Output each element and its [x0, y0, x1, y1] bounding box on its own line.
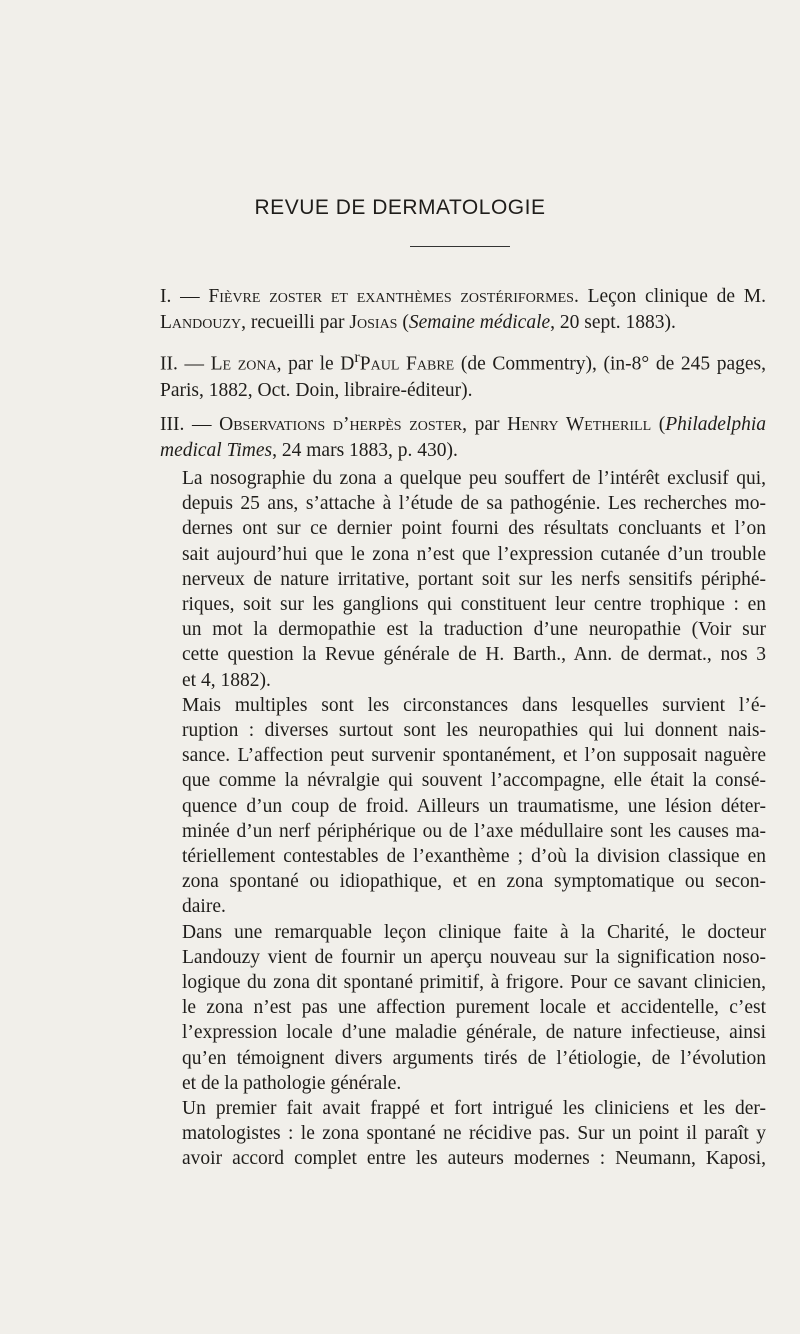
text-line: La nosographie du zona a quelque peu souffert de l’intérêt exclusif qui, [182, 468, 766, 489]
text-line: sance. L’affection peut survenir spontanément, et l’on supposait naguère [182, 745, 766, 767]
reference-text: , 24 mars 1883, p. 430). [272, 439, 458, 461]
text-line: Un premier fait avait frappé et fort intrigué les cliniciens et les der- [182, 1098, 766, 1120]
text-line: minée d’un nerf périphérique ou de l’axe médullaire sont les causes ma- [182, 820, 766, 842]
reference-number: III. — [160, 413, 220, 435]
reference-text: . Leçon clinique de M. [573, 286, 766, 307]
reference-text: , 20 sept. 1883). [550, 312, 676, 333]
reference-number: I. — [160, 286, 209, 307]
reference-heading: Le zona [210, 353, 277, 375]
text-line: daire. [182, 896, 226, 918]
text-line: Dans une remarquable leçon clinique faite à la Charité, le docteur [182, 921, 766, 943]
page-title: REVUE DE DERMATOLOGIE [254, 196, 546, 219]
reference-heading: Observations d’herpès zoster [219, 413, 463, 435]
text-line: zona spontané ou idiopathique, et en zona symptomatique ou secon- [182, 871, 766, 893]
reference-item: I. — Fièvre zoster et exanthèmes zostériformes. Leçon clinique de M. Landouzy, recueilli par Josias (Semaine médicale, 20 sept. 1883). [160, 286, 766, 333]
reference-author: Henry Wetherill [507, 413, 652, 435]
text-line: un mot la dermopathie est la traduction d’une neuropathie (Voir sur [182, 619, 766, 641]
text-line: que comme la névralgie qui souvent l’accompagne, elle était la consé- [182, 770, 766, 792]
text-line: le zona n’est pas une affection purement locale et accidentelle, c’est [182, 997, 766, 1019]
reference-item [160, 344, 766, 404]
text-line: dernes ont sur ce dernier point fourni des résultats concluants et l’on [182, 518, 766, 540]
reference-text: (de Commentry), (in-8° de 245 pages, Paris, 1882, Oct. Doin, libraire-éditeur). [160, 353, 766, 401]
text-line: Landouzy vient de fournir un aperçu nouveau sur la signification noso- [182, 946, 766, 968]
text-line: depuis 25 ans, s’attache à l’étude de sa pathogénie. Les recherches mo- [182, 493, 766, 515]
reference-superscript: r [354, 348, 360, 366]
reference-item: III. — Observations d’herpès zoster, par Henry Wetherill (Philadelphia medical Times, 24 mars 1883, p. 430). [160, 413, 767, 461]
reference-text: , par le D [276, 353, 355, 375]
text-line: sait aujourd’hui que le zona n’est que l’expression cutanée d’un trouble [182, 543, 766, 565]
text-line: riques, soit sur les ganglions qui constituent leur centre trophique : en [182, 594, 766, 616]
reference-list [160, 284, 766, 472]
text-line: nerveux de nature irritative, portant soit sur les nerfs sensitifs périphé- [182, 568, 766, 590]
text-line: et de la pathologie générale. [182, 1072, 402, 1094]
reference-author: Landouzy [160, 312, 242, 333]
reference-author: Josias [349, 312, 398, 333]
reference-text: , par [462, 413, 508, 435]
reference-author: Paul Fabre [359, 353, 455, 375]
reference-heading: Fièvre zoster et exanthèmes zostériformes [208, 286, 574, 307]
text-line: ruption : diverses surtout sont les neuropathies qui lui donnent nais- [182, 720, 766, 742]
text-line: logique du zona dit spontané primitif, à frigore. Pour ce savant clinicien, [182, 972, 766, 994]
paragraph [160, 693, 766, 920]
text-line: et 4, 1882). [182, 669, 271, 691]
text-line: tériellement contestables de l’exanthème ; d’où la division classique en [182, 846, 766, 868]
paragraph [160, 920, 766, 1096]
paragraph [160, 466, 766, 693]
text-line: quence d’un coup de froid. Ailleurs un traumatisme, une lésion déter- [182, 795, 766, 817]
reference-number: II. — [160, 353, 211, 375]
text-line: Mais multiples sont les circonstances dans lesquelles survient l’é- [182, 694, 766, 716]
reference-journal: Philadelphia medical Times [160, 413, 767, 461]
reference-text: , recueilli par [241, 312, 350, 333]
text-line: avoir accord complet entre les auteurs modernes : Neumann, Kaposi, [182, 1148, 766, 1170]
text-line: matologistes : le zona spontané ne récidive pas. Sur un point il paraît y [182, 1123, 766, 1145]
paragraph [160, 1096, 766, 1172]
reference-journal: Semaine médicale [408, 312, 551, 333]
text-line: l’expression locale d’une maladie générale, de nature infectieuse, ainsi [182, 1022, 766, 1044]
text-line: qu’en témoignent divers arguments tirés de l’étiologie, de l’évolution [182, 1047, 766, 1069]
title-divider [410, 246, 510, 247]
text-line: cette question la Revue générale de H. Barth., Ann. de dermat., nos 3 [182, 644, 766, 666]
article-body [160, 466, 766, 1172]
